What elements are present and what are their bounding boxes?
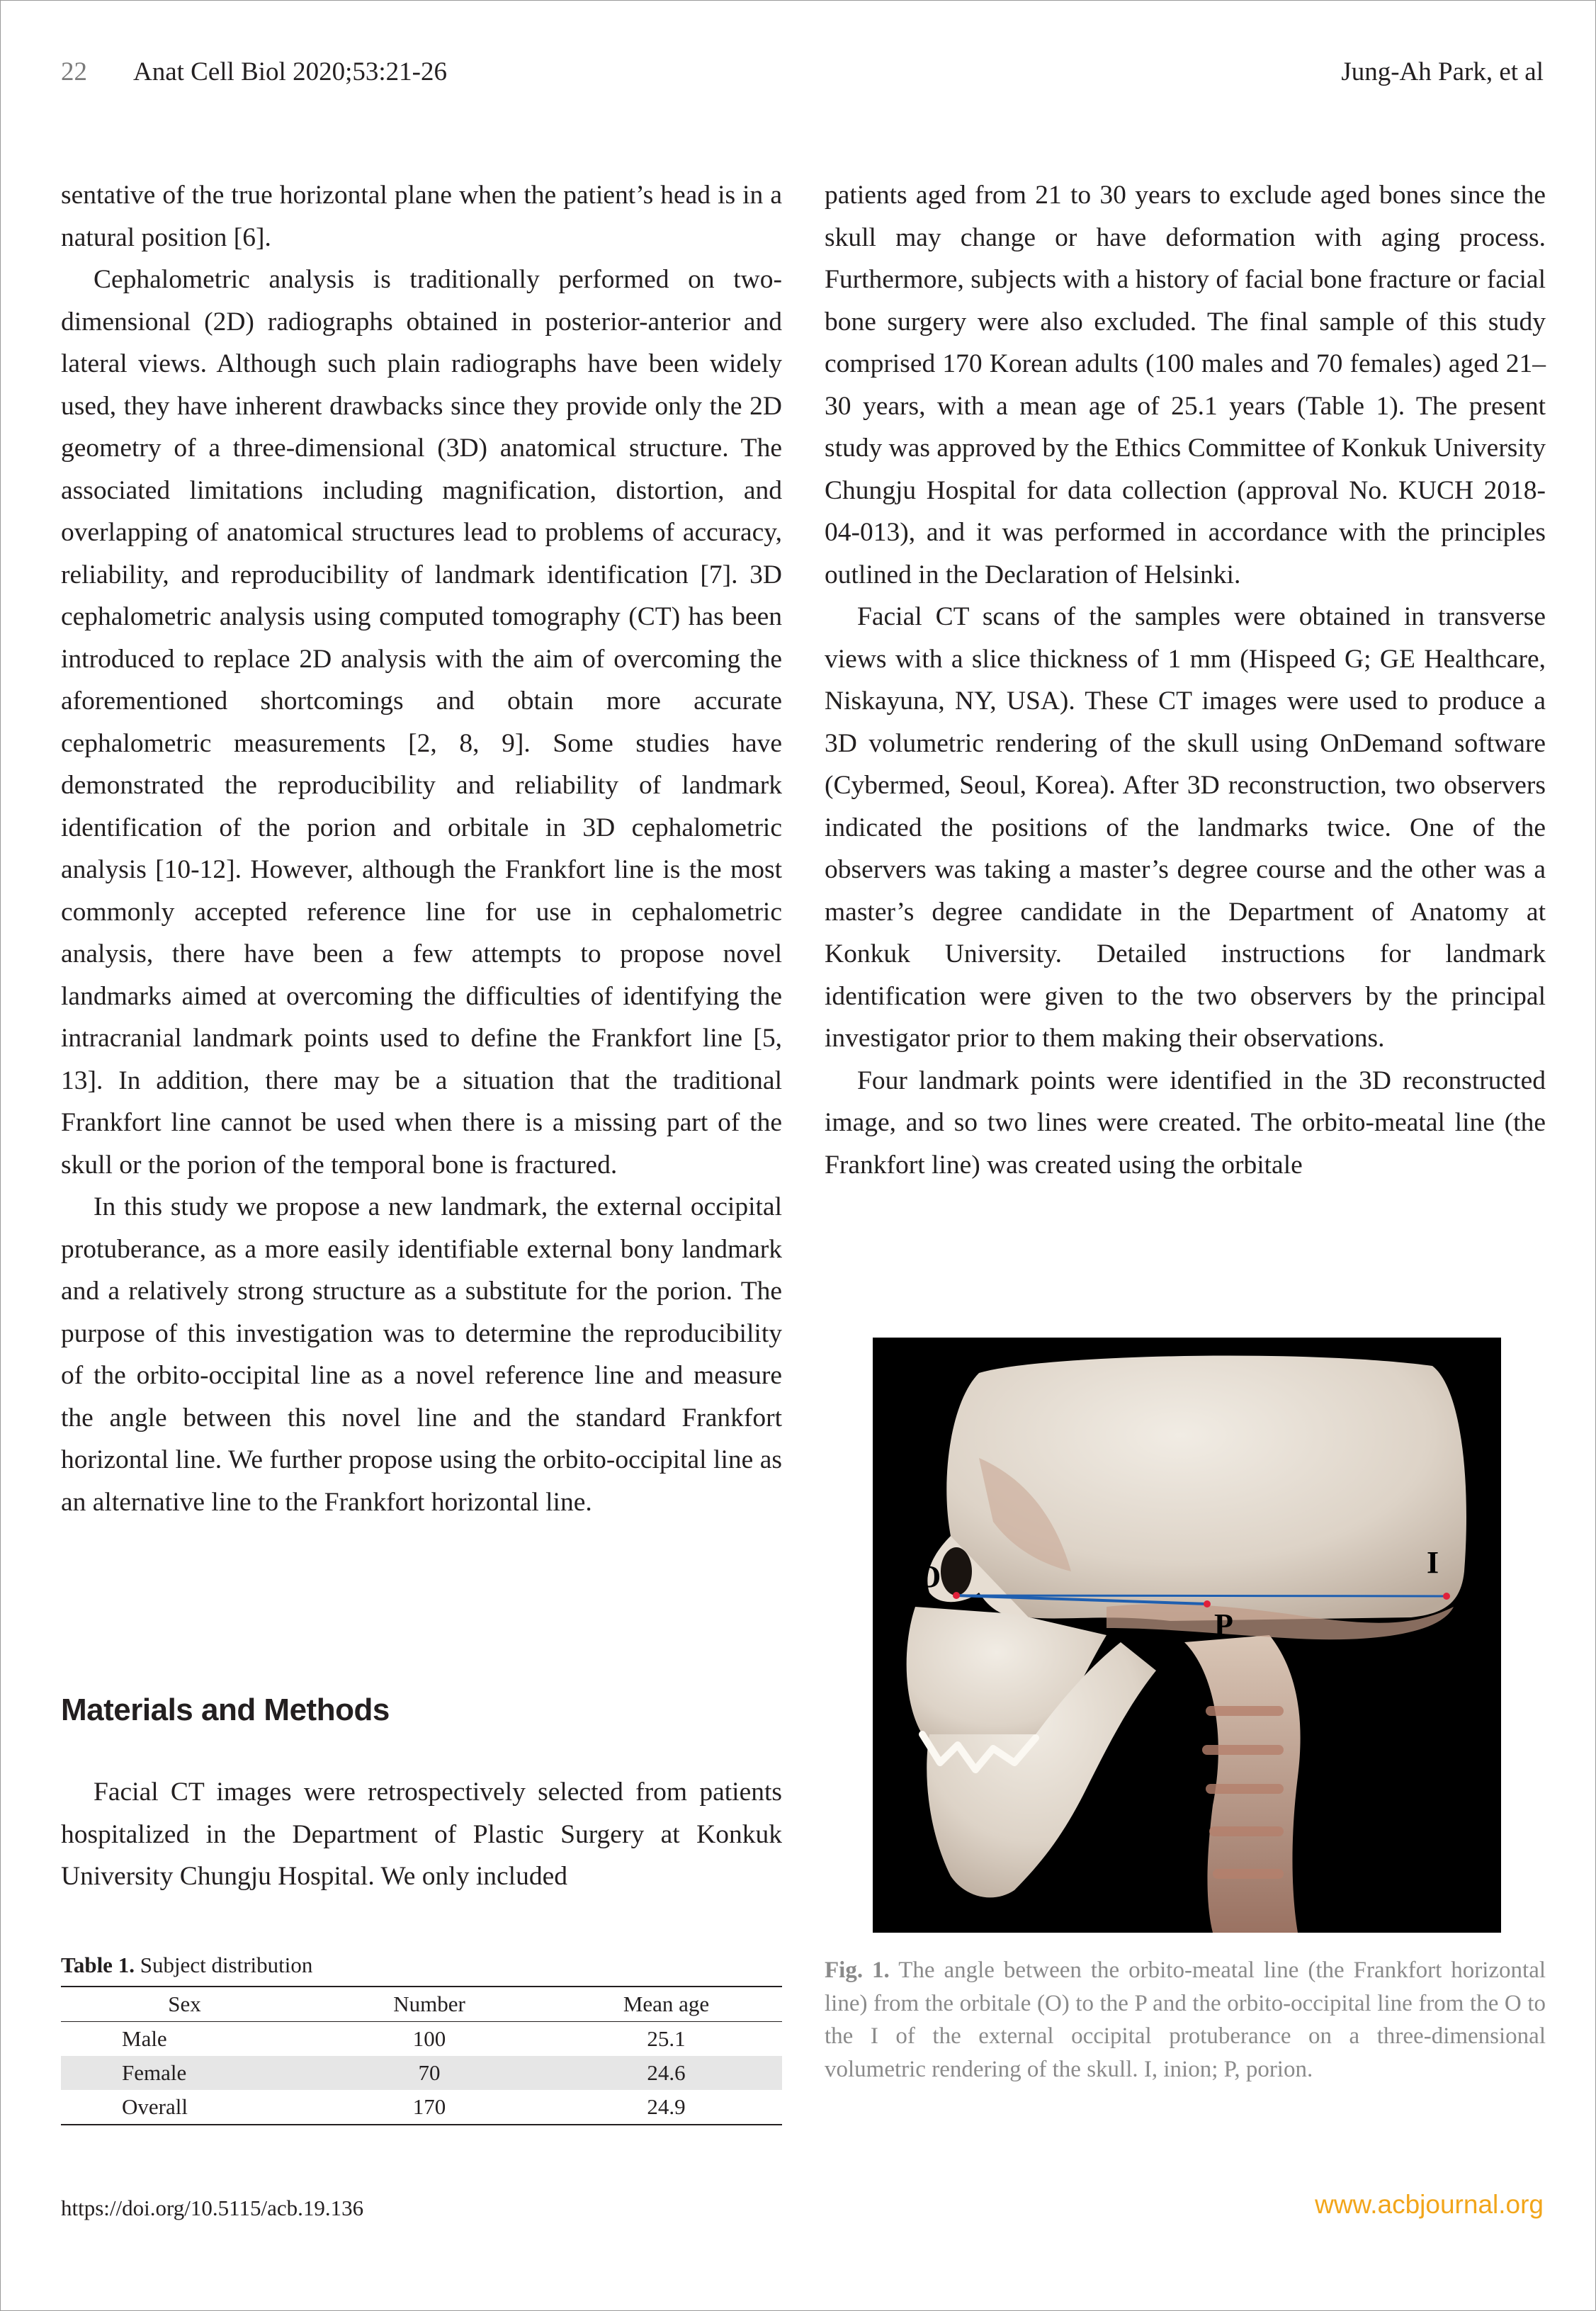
porion-point [1204,1600,1211,1607]
paragraph: sentative of the true horizontal plane when the patient’s head is in a natural position [6]. [61,181,782,252]
column-header: Number [308,1987,550,2022]
paragraph: Facial CT images were retrospectively selected from patients hospitalized in the Department of Plastic Surgery at Konkuk University Chungju Hospital. We only included [61,1778,782,1891]
paragraph: In this study we propose a new landmark, the external occipital protuberance, as a more easily identifiable external bony landmark and a relatively strong structure as a substitute for the porion. The purpose of this investigation was to determine the reproducibility of the orbito-occipital line as a novel reference line and measure the angle between this novel line and the standard Frankfort horizontal line. We further propose using the orbito-occipital line as an alternative line to the Frankfort horizontal line. [61,1192,782,1517]
orbito-occipital-line [956,1595,1447,1596]
table-title [61,1948,312,1982]
table-cell: 24.9 [550,2090,782,2125]
methods-column [61,1771,782,1898]
table-title-text: Subject distribution [140,1953,313,1977]
doi-link[interactable]: https://doi.org/10.5115/acb.19.136 [61,2196,364,2220]
right-column [825,174,1546,1186]
skull-figure [873,1338,1501,1933]
inion-point [1443,1593,1450,1600]
page-number: 22 [61,57,87,86]
table-cell: 70 [308,2056,550,2090]
figure-caption-text: The angle between the orbito-meatal line (the Frankfort horizontal line) from the orbitale (O) to the P and the orbito-occipital line from the O to the I of the external occipital protuberance on a three-dimensional volumetric rendering of the skull. I, inion; P, porion. [825,1957,1546,2082]
table-row [61,2022,782,2057]
table-cell: Female [61,2056,308,2090]
label-p: P [1214,1607,1233,1642]
table-header-row [61,1987,782,2022]
paragraph: Four landmark points were identified in the 3D reconstructed image, and so two lines were created. The orbito-meatal line (the Frankfort line) was created using the orbitale [825,1066,1546,1180]
label-i: I [1427,1545,1439,1580]
table-cell: Male [122,2026,167,2051]
left-column [61,174,782,1523]
label-o: O [917,1559,941,1594]
paragraph: patients aged from 21 to 30 years to exclude aged bones since the skull may change or have deformation with aging process. Furthermore, subjects with a history of facial bone fracture or facial bone surgery were also excluded. The final sample of this study comprised 170 Korean adults (100 males and 70 females) aged 21–30 years, with a mean age of 25.1 years (Table 1). The present study was approved by the Ethics Committee of Konkuk University Chungju Hospital for data collection (approval No. KUCH 2018-04-013), and it was performed in accordance with the principles outlined in the Declaration of Helsinki. [825,181,1546,589]
journal-citation: Anat Cell Biol 2020;53:21-26 [133,57,447,86]
subject-table [61,1986,782,2125]
table-cell: 24.6 [550,2056,782,2090]
section-heading: Materials and Methods [61,1693,390,1727]
column-header: Sex [61,1987,308,2022]
orbitale-point [953,1592,960,1599]
table-label: Table 1. [61,1953,135,1977]
figure-caption [825,1954,1546,2086]
table-row [61,2090,782,2125]
table-cell: Overall [61,2090,308,2125]
table-cell: 25.1 [647,2026,686,2051]
paragraph: Cephalometric analysis is traditionally performed on two-dimensional (2D) radiographs obtained in posterior-anterior and lateral views. Although such plain radiographs have been widely used, they have inherent drawbacks since they provide only the 2D geometry of a three-dimensional (3D) anatomical structure. The associated limitations including magnification, distortion, and overlapping of anatomical structures lead to problems of accuracy, reliability, and reproducibility of landmark identification [7]. 3D cephalometric analysis using computed tomography (CT) has been introduced to replace 2D analysis with the aim of overcoming the aforementioned shortcomings and obtain more accurate cephalometric measurements [2, 8, 9]. Some studies have demonstrated the reproducibility and reliability of landmark identification of the porion and orbitale in 3D cephalometric analysis [10-12]. However, although the Frankfort line is the most commonly accepted reference line for use in cephalometric analysis, there have been a few attempts to propose novel landmarks aimed at overcoming the difficulties of identifying the intracranial landmark points used to define the Frankfort line [5, 13]. In addition, there may be a situation that the traditional Frankfort line cannot be used when there is a missing part of the skull or the porion of the temporal bone is fractured. [61,265,782,1180]
table-cell: 170 [308,2090,550,2125]
paragraph: Facial CT scans of the samples were obtained in transverse views with a slice thickness of 1 mm (Hispeed G; GE Healthcare, Niskayuna, NY, USA). These CT images were used to produce a 3D volumetric rendering of the skull using OnDemand software (Cybermed, Seoul, Korea). After 3D reconstruction, two observers indicated the positions of the landmarks twice. One of the observers was taking a master’s degree course and the other was a master’s degree candidate in the Department of Anatomy at Konkuk University. Detailed instructions for landmark identification were given to the two observers by the principal investigator prior to them making their observations. [825,602,1546,1053]
journal-website-link[interactable]: www.acbjournal.org [1315,2190,1544,2219]
table-cell: 100 [412,2026,446,2051]
skull-rendering [873,1338,1501,1933]
figure-label: Fig. 1. [825,1957,890,1983]
running-authors: Jung-Ah Park, et al [1341,57,1544,86]
table-row [61,2056,782,2090]
column-header: Mean age [550,1987,782,2022]
